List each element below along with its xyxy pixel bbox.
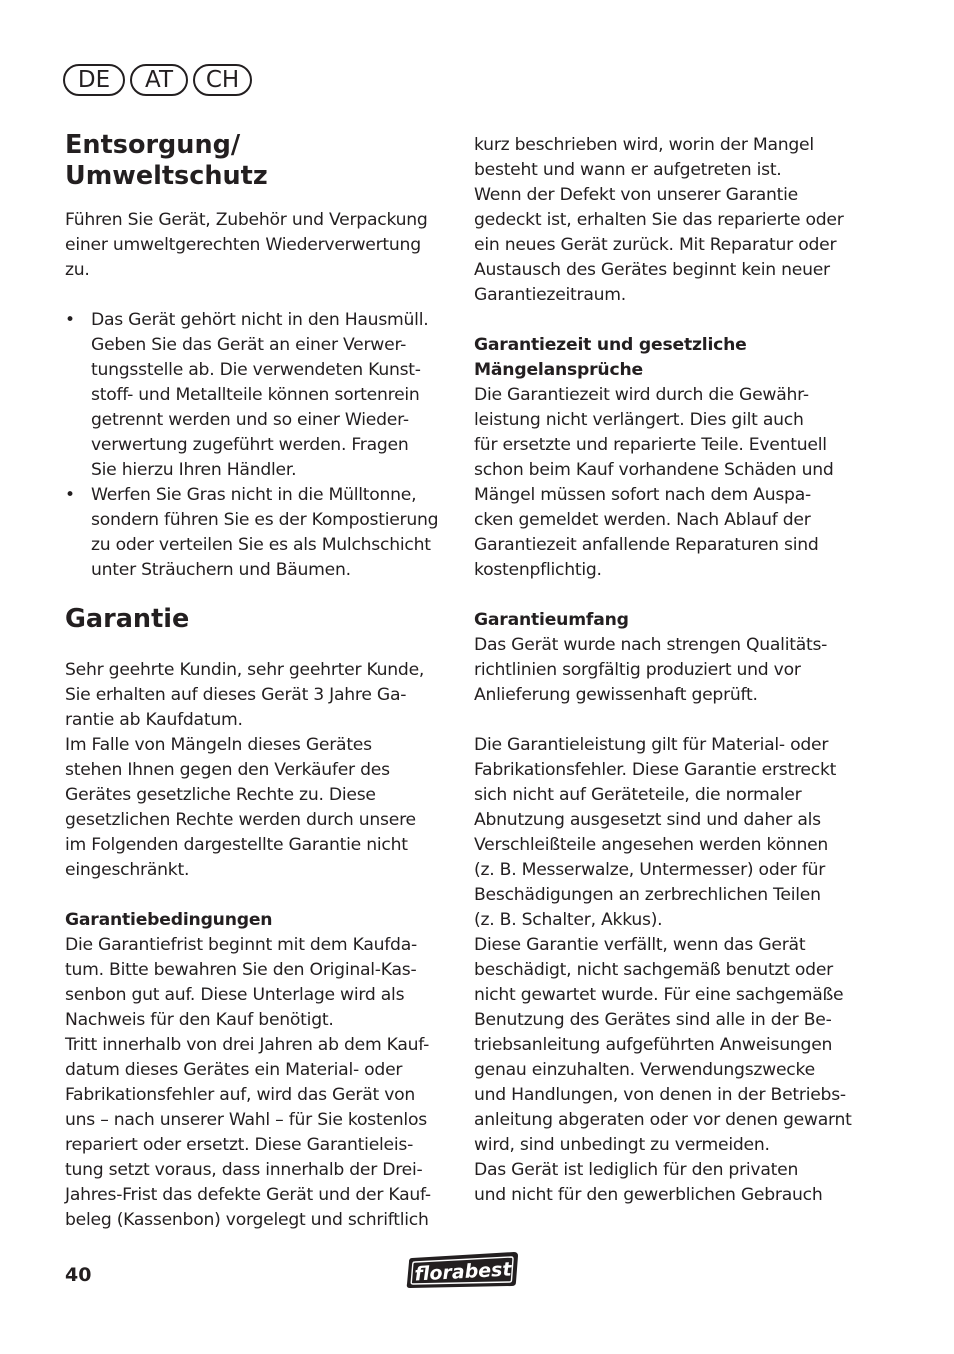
- entsorgung-intro: Führen Sie Gerät, Zubehör und Verpackung einer umweltgerechten Wiederverwertung zu.: [65, 210, 428, 280]
- logo-text: florabest: [413, 1258, 513, 1286]
- title-line-1: Entsorgung/: [65, 130, 241, 160]
- subheading-garantiebedingungen: Garantiebedingungen: [65, 910, 273, 930]
- subheading-garantieumfang: Garantieumfang: [474, 610, 629, 630]
- right-column: [474, 133, 869, 1208]
- section-title-entsorgung: [65, 130, 455, 192]
- garantiebedingungen-text: Die Garantiefrist beginnt mit dem Kaufda- tum. Bitte bewahren Sie den Original-Kas- senbon gut auf. Diese Unterlage wird als Nachweis für den Kauf benötigt. Tritt innerhalb von drei Jahren ab dem Kauf- datum dieses Gerätes ein Material- oder Fabrikationsfehler auf, wird das Gerät von uns – nach unserer Wahl – für Sie kostenlos repariert oder ersetzt. Diese Garantieleis- tung setzt voraus, dass innerhalb der Drei- Jahres-Frist das defekte Gerät und der Kauf- beleg (Kassenbon) vorgelegt und schriftlich: [65, 935, 431, 1230]
- entsorgung-bullets: [65, 308, 455, 583]
- garantie-intro: Sehr geehrte Kundin, sehr geehrter Kunde, Sie erhalten auf dieses Gerät 3 Jahre Ga- rantie ab Kaufdatum. Im Falle von Mängeln dieses Gerätes stehen Ihnen gegen den Verkäufer des Gerätes gesetzliche Rechte zu. Diese gesetzlichen Rechte werden durch unsere im Folgenden dargestellte Garantie nicht eingeschränkt.: [65, 660, 425, 880]
- badge-ch: CH: [193, 64, 252, 96]
- continuation-text: kurz beschrieben wird, worin der Mangel besteht und wann er aufgetreten ist. Wenn der Defekt von unserer Garantie gedeckt ist, erhalten Sie das reparierte oder ein neues Gerät zurück. Mit Reparatur oder Austausch des Gerätes beginnt kein neuer Garantiezeitraum.: [474, 135, 844, 305]
- title-line-2: Umweltschutz: [65, 161, 268, 191]
- bullet-item: • Werfen Sie Gras nicht in die Mülltonne, sondern führen Sie es der Kompostierung zu oder verteilen Sie es als Mulchschicht unter Sträuchern und Bäumen.: [65, 483, 455, 583]
- garantieumfang-text-1: Das Gerät wurde nach strengen Qualitäts- richtlinien sorgfältig produziert und vor Anlieferung gewissenhaft geprüft.: [474, 635, 828, 705]
- subheading-garantiezeit: Garantiezeit und gesetzliche Mängelansprüche: [474, 335, 747, 380]
- bullet-item: • Das Gerät gehört nicht in den Hausmüll. Geben Sie das Gerät an einer Verwer- tungsstelle ab. Die verwendeten Kunst- stoff- und Metallteile können sortenrein getrennt werden und so einer Wieder- verwertung zugeführt werden. Fragen Sie hierzu Ihren Händler.: [65, 308, 455, 483]
- badge-at: AT: [130, 64, 188, 96]
- section-title-garantie: Garantie: [65, 604, 190, 634]
- page-number: 40: [65, 1264, 92, 1286]
- garantiezeit-text: Die Garantiezeit wird durch die Gewähr- leistung nicht verlängert. Dies gilt auch für ersetzte und reparierte Teile. Eventuell schon beim Kauf vorhandene Schäden und Mängel müssen sofort nach dem Auspa- cken gemeldet werden. Nach Ablauf der Garantiezeit anfallende Reparaturen sind kostenpflichtig.: [474, 385, 834, 580]
- florabest-logo-icon: [406, 1248, 520, 1290]
- country-badges: [63, 64, 252, 96]
- garantieumfang-text-2: Die Garantieleistung gilt für Material- oder Fabrikationsfehler. Diese Garantie erstreckt sich nicht auf Geräteteile, die normaler Abnutzung ausgesetzt sind und daher als Verschleißteile angesehen werden können (z. B. Messerwalze, Untermesser) oder für Beschädigungen an zerbrechlichen Teilen (z. B. Schalter, Akkus). Diese Garantie verfällt, wenn das Gerät beschädigt, nicht sachgemäß benutzt oder nicht gewartet wurde. Für eine sachgemäße Benutzung des Gerätes sind alle in der Be- triebsanleitung aufgeführten Anweisungen genau einzuhalten. Verwendungszwecke und Handlungen, von denen in der Betriebs- anleitung abgeraten oder vor denen gewarnt wird, sind unbedingt zu vermeiden. Das Gerät ist lediglich für den privaten und nicht für den gewerblichen Gebrauch: [474, 735, 852, 1205]
- left-column: [65, 130, 455, 1233]
- badge-de: DE: [63, 64, 125, 96]
